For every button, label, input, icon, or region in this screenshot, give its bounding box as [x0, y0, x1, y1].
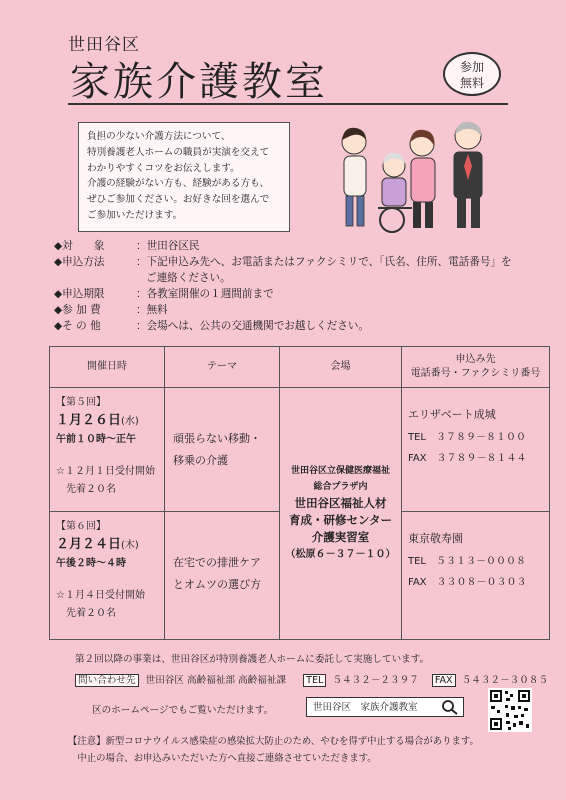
info-value: ：会場へは、公共の交通機関でお越しください。	[136, 320, 370, 332]
contact-name: エリザベート成城	[408, 408, 496, 421]
contact-tel: TEL ３７８９－８１００	[408, 432, 526, 443]
contact-name: 東京敬寿園	[408, 532, 463, 545]
header-venue: 会場	[280, 347, 402, 388]
free-badge	[443, 52, 501, 96]
venue-line5: 介護実習室	[311, 530, 370, 544]
session-theme-line1: 頑張らない移動・	[173, 432, 261, 445]
venue-line1: 世田谷区立保健医療福祉	[290, 466, 390, 476]
venue-cell	[280, 388, 402, 640]
inquiry-fax: ５４３２－３０８５	[461, 675, 549, 686]
page-title: 家族介護教室	[70, 59, 328, 105]
inquiry-tel-label: TEL	[303, 674, 326, 687]
badge-line2: 無料	[459, 76, 484, 90]
title-underline	[68, 103, 508, 105]
table-header-row	[50, 347, 550, 388]
session-capacity: 先着２０名	[66, 484, 116, 495]
session-theme-line2: とオムツの選び方	[173, 578, 261, 591]
session-date: １月２６日	[56, 413, 122, 428]
search-input[interactable]: 世田谷区 家族介護教室	[306, 697, 464, 717]
contact-cell	[402, 512, 550, 640]
inquiry-row	[75, 672, 548, 686]
session-number: 【第５回】	[56, 397, 106, 408]
caution-line1: 【注意】新型コロナウイルス感染症の感染拡大防止のため、やむを得ず中止する場合があります。	[68, 736, 479, 747]
inquiry-fax-label: FAX	[432, 674, 456, 687]
info-label: ◆対 象	[54, 240, 105, 252]
session-time: 午前１０時～正午	[56, 434, 136, 445]
delegation-note: 第２回以降の事業は、世田谷区が特別養護老人ホームに委託して実施しています。	[75, 654, 430, 665]
contact-tel: TEL ５３１３－０００８	[408, 556, 526, 567]
badge-line1: 参加	[459, 60, 484, 74]
session-accept: ☆１２月１日受付開始	[56, 466, 155, 477]
header-contact	[402, 347, 550, 388]
caregiver-family-illustration	[330, 112, 500, 234]
caution-line2: 中止の場合、お申込みいただいた方へ直接ご連絡させていただきます。	[68, 753, 377, 764]
info-item-method-cont: ご連絡ください。	[146, 272, 231, 284]
session-date-cell	[50, 388, 165, 512]
info-item-fee	[54, 302, 512, 318]
session-theme-cell	[165, 512, 280, 640]
contact-cell	[402, 388, 550, 512]
venue-line2: 総合プラザ内	[313, 482, 368, 492]
venue-line6: （松原６－３７－１０）	[285, 549, 396, 560]
homepage-note: 区のホームページでもご覧いただけます。	[92, 705, 274, 716]
info-value: ：各教室開催の１週間前まで	[136, 288, 274, 300]
info-value: ：無料	[136, 304, 168, 316]
contact-fax: FAX ３７８９－８１４４	[408, 453, 527, 464]
header-date: 開催日時	[50, 347, 165, 388]
header-contact-line2: 電話番号・ファクシミリ番号	[410, 368, 541, 379]
session-date-cell	[50, 512, 165, 640]
qr-code-icon	[488, 688, 532, 732]
venue-line4: 育成・研修センター	[288, 513, 393, 527]
session-date: ２月２４日	[56, 537, 122, 552]
info-value: ：下記申込み先へ、お電話またはファクシミリで、「氏名、住所、電話番号」を	[136, 256, 512, 268]
info-item-method	[54, 254, 512, 270]
info-list	[54, 238, 512, 334]
info-label: ◆申込期限	[54, 288, 105, 300]
search-icon[interactable]	[438, 698, 463, 716]
organization-label: 世田谷区	[68, 35, 140, 55]
session-capacity: 先着２０名	[66, 608, 116, 619]
info-label: ◆そ の 他	[54, 320, 101, 332]
session-weekday: (水)	[121, 416, 139, 427]
info-item-target	[54, 238, 512, 254]
header-contact-line1: 申込み先	[455, 354, 496, 365]
session-number: 【第６回】	[56, 521, 106, 532]
session-theme-line2: 移乗の介護	[173, 454, 228, 467]
header-theme: テーマ	[165, 347, 280, 388]
info-value: ：世田谷区民	[136, 240, 200, 252]
info-item-deadline	[54, 286, 512, 302]
caution-note	[68, 733, 508, 767]
session-accept: ☆１月４日受付開始	[56, 590, 145, 601]
inquiry-label: 問い合わせ先	[75, 674, 139, 687]
table-row	[50, 388, 550, 512]
schedule-table	[49, 346, 550, 640]
contact-fax: FAX ３３０８－０３０３	[408, 577, 527, 588]
venue-line3: 世田谷区福祉人材	[294, 496, 387, 510]
session-theme-line1: 在宅での排泄ケア	[173, 556, 261, 569]
session-time: 午後２時～４時	[56, 558, 126, 569]
info-item-other	[54, 318, 512, 334]
intro-box: 負担の少ない介護方法について、 特別養護老人ホームの職員が実演を交えて わかりやすくコツをお伝えします。 介護の経験がない方も、経験がある方も、 ぜひご参加ください。お好きな回を選んで ご参加いただけます。	[78, 122, 290, 232]
inquiry-dept: 世田谷区 高齢福祉部 高齢福祉課	[145, 675, 287, 686]
session-theme-cell	[165, 388, 280, 512]
session-weekday: (木)	[121, 540, 139, 551]
info-label: ◆申込方法	[54, 256, 105, 268]
info-label: ◆参 加 費	[54, 304, 101, 316]
inquiry-tel: ５４３２－２３９７	[332, 675, 419, 686]
